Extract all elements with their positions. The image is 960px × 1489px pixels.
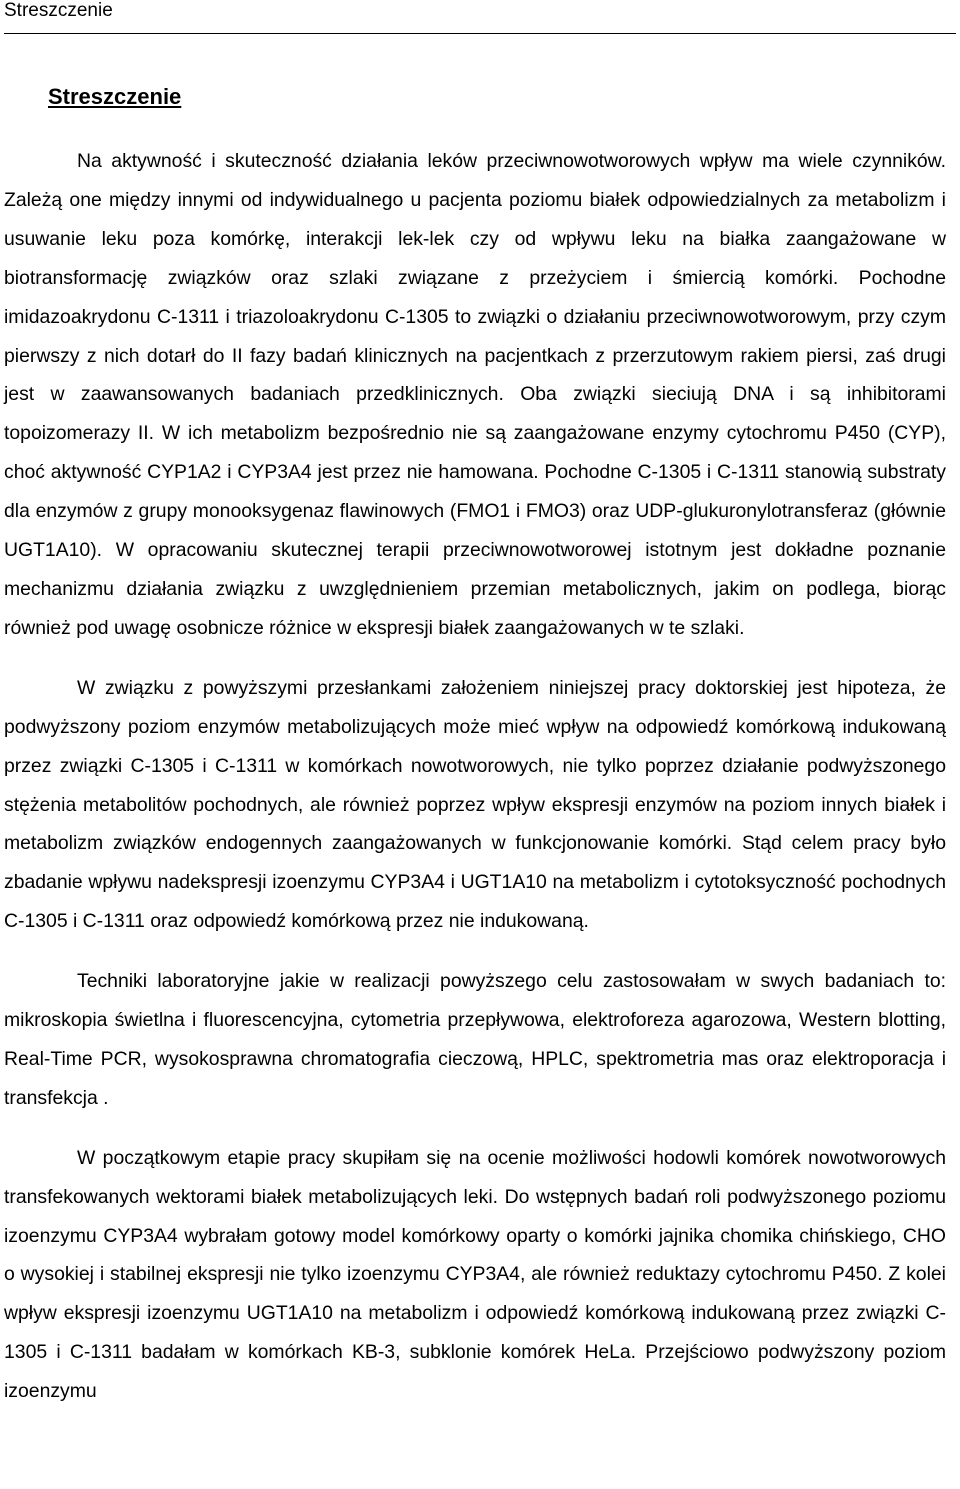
header-divider (4, 33, 956, 34)
paragraph-1: Na aktywność i skuteczność działania leków przeciwnowotworowych wpływ ma wiele czynników. Zależą one między innymi od indywidualnego u pacjenta poziomu białek odpowiedzialnych za metabolizm i usuwanie leku poza komórkę, interakcji lek-lek czy od wpływu leku na białka zaangażowane w biotransformację związków oraz szlaki związane z przeżyciem i śmiercią komórki. Pochodne imidazoakrydonu C-1311 i triazoloakrydonu C-1305 to związki o działaniu przeciwnowotworowym, przy czym pierwszy z nich dotarł do II fazy badań klinicznych na pacjentkach z przerzutowym rakiem piersi, zaś drugi jest w zaawansowanych badaniach przedklinicznych. Oba związki sieciują DNA i są inhibitorami topoizomerazy II. W ich metabolizm bezpośrednio nie są zaangażowane enzymy cytochromu P450 (CYP), choć aktywność CYP1A2 i CYP3A4 jest przez nie hamowana. Pochodne C-1305 i C-1311 stanowią substraty dla enzymów z grupy monooksygenaz flawinowych (FMO1 i FMO3) oraz UDP-glukuronylotransferaz (głównie UGT1A10). W opracowaniu skutecznej terapii przeciwnowotworowej istotnym jest dokładne poznanie mechanizmu działania związku z uwzględnieniem przemian metabolicznych, jakim on podlega, biorąc również pod uwagę osobnicze różnice w ekspresji białek zaangażowanych w te szlaki. (4, 150, 946, 639)
paragraph-3: Techniki laboratoryjne jakie w realizacji powyższego celu zastosowałam w swych badaniach to: mikroskopia świetlna i fluorescencyjna, cytometria przepływowa, elektroforeza agarozowa, Western blotting, Real-Time PCR, wysokosprawna chromatografia cieczową, HPLC, spektrometria mas oraz elektroporacja i transfekcja . (4, 970, 946, 1109)
body-text (4, 142, 946, 1432)
paragraph-2: W związku z powyższymi przesłankami założeniem niniejszej pracy doktorskiej jest hipoteza, że podwyższony poziom enzymów metabolizujących może mieć wpływ na odpowiedź komórkową indukowaną przez związki C-1305 i C-1311 w komórkach nowotworowych, nie tylko poprzez działanie podwyższonego stężenia metabolitów pochodnych, ale również poprzez wpływ ekspresji enzymów na poziom innych białek i metabolizm związków endogennych zaangażowanych w funkcjonowanie komórki. Stąd celem pracy było zbadanie wpływu nadekspresji izoenzymu CYP3A4 i UGT1A10 na metabolizm i cytotoksyczność pochodnych C-1305 i C-1311 oraz odpowiedź komórkową przez nie indukowaną. (4, 676, 946, 933)
section-title: Streszczenie (48, 84, 182, 109)
paragraph-4: W początkowym etapie pracy skupiłam się na ocenie możliwości hodowli komórek nowotworowych transfekowanych wektorami białek metabolizujących leki. Do wstępnych badań roli podwyższonego poziomu izoenzymu CYP3A4 wybrałam gotowy model komórkowy oparty o komórki jajnika chomika chińskiego, CHO o wysokiej i stabilnej ekspresji nie tylko izoenzymu CYP3A4, ale również reduktazy cytochromu P450. Z kolei wpływ ekspresji izoenzymu UGT1A10 na metabolizm i odpowiedź komórkową indukowaną przez związki C-1305 i C-1311 badałam w komórkach KB-3, subklonie komórek HeLa. Przejściowo podwyższony poziom izoenzymu (4, 1146, 946, 1403)
running-header: Streszczenie (4, 0, 113, 21)
